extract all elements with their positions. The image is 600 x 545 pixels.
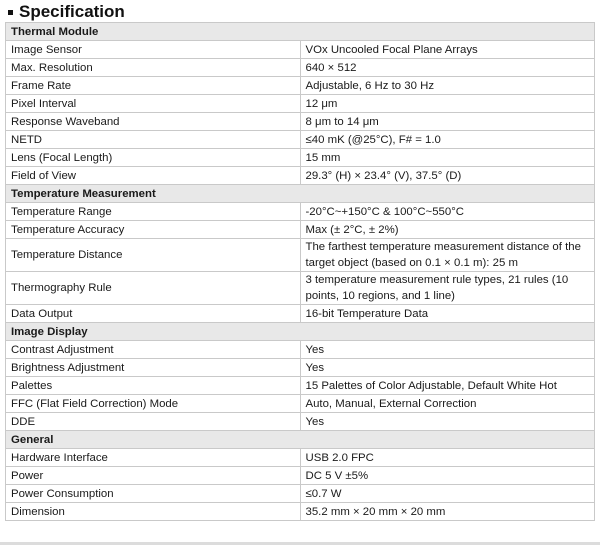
spec-value: Max (± 2°C, ± 2%) [300, 221, 595, 239]
table-row [6, 359, 595, 377]
spec-value: 640 × 512 [300, 59, 595, 77]
page-title-text: Specification [19, 2, 125, 21]
table-row [6, 131, 595, 149]
table-row [6, 203, 595, 221]
table-row [6, 272, 595, 305]
section-title: Temperature Measurement [6, 185, 595, 203]
spec-value: ≤0.7 W [300, 485, 595, 503]
spec-label: Power [6, 467, 301, 485]
spec-value: 16-bit Temperature Data [300, 305, 595, 323]
spec-label: Temperature Accuracy [6, 221, 301, 239]
spec-label: FFC (Flat Field Correction) Mode [6, 395, 301, 413]
section-title: General [6, 431, 595, 449]
spec-value: Auto, Manual, External Correction [300, 395, 595, 413]
table-row [6, 449, 595, 467]
table-row [6, 59, 595, 77]
specification-table [5, 22, 595, 521]
spec-label: Pixel Interval [6, 95, 301, 113]
spec-label: Lens (Focal Length) [6, 149, 301, 167]
spec-value: -20°C~+150°C & 100°C~550°C [300, 203, 595, 221]
spec-label: Frame Rate [6, 77, 301, 95]
table-row [6, 113, 595, 131]
table-row [6, 41, 595, 59]
spec-label: Response Waveband [6, 113, 301, 131]
spec-label: Temperature Range [6, 203, 301, 221]
spec-value: 3 temperature measurement rule types, 21 rules (10 points, 10 regions, and 1 line) [300, 272, 595, 305]
spec-value: 35.2 mm × 20 mm × 20 mm [300, 503, 595, 521]
spec-value: 15 Palettes of Color Adjustable, Default White Hot [300, 377, 595, 395]
table-row [6, 95, 595, 113]
table-row [6, 467, 595, 485]
spec-value: ≤40 mK (@25°C), F# = 1.0 [300, 131, 595, 149]
section-title: Image Display [6, 323, 595, 341]
section-header [6, 23, 595, 41]
spec-label: Max. Resolution [6, 59, 301, 77]
spec-label: Data Output [6, 305, 301, 323]
spec-value: 8 μm to 14 μm [300, 113, 595, 131]
spec-label: Thermography Rule [6, 272, 301, 305]
table-row [6, 149, 595, 167]
spec-label: NETD [6, 131, 301, 149]
table-row [6, 377, 595, 395]
spec-value: USB 2.0 FPC [300, 449, 595, 467]
table-row [6, 395, 595, 413]
spec-value: The farthest temperature measurement distance of the target object (based on 0.1 × 0.1 m): 25 m [300, 239, 595, 272]
spec-label: Palettes [6, 377, 301, 395]
spec-value: 15 mm [300, 149, 595, 167]
table-row [6, 485, 595, 503]
spec-value: Yes [300, 413, 595, 431]
spec-label: Field of View [6, 167, 301, 185]
section-header [6, 323, 595, 341]
spec-label: Image Sensor [6, 41, 301, 59]
table-row [6, 305, 595, 323]
spec-label: Dimension [6, 503, 301, 521]
spec-value: DC 5 V ±5% [300, 467, 595, 485]
spec-label: Hardware Interface [6, 449, 301, 467]
table-row [6, 77, 595, 95]
spec-value: Yes [300, 359, 595, 377]
table-row [6, 221, 595, 239]
page-title [4, 2, 125, 22]
spec-value: Yes [300, 341, 595, 359]
spec-label: Brightness Adjustment [6, 359, 301, 377]
section-header [6, 431, 595, 449]
spec-value: VOx Uncooled Focal Plane Arrays [300, 41, 595, 59]
table-row [6, 413, 595, 431]
table-row [6, 503, 595, 521]
section-title: Thermal Module [6, 23, 595, 41]
spec-label: Temperature Distance [6, 239, 301, 272]
spec-value: 29.3° (H) × 23.4° (V), 37.5° (D) [300, 167, 595, 185]
spec-value: 12 μm [300, 95, 595, 113]
table-row [6, 167, 595, 185]
table-row [6, 239, 595, 272]
spec-label: Contrast Adjustment [6, 341, 301, 359]
table-row [6, 341, 595, 359]
spec-label: Power Consumption [6, 485, 301, 503]
section-header [6, 185, 595, 203]
spec-value: Adjustable, 6 Hz to 30 Hz [300, 77, 595, 95]
bullet-icon [8, 10, 13, 15]
spec-label: DDE [6, 413, 301, 431]
